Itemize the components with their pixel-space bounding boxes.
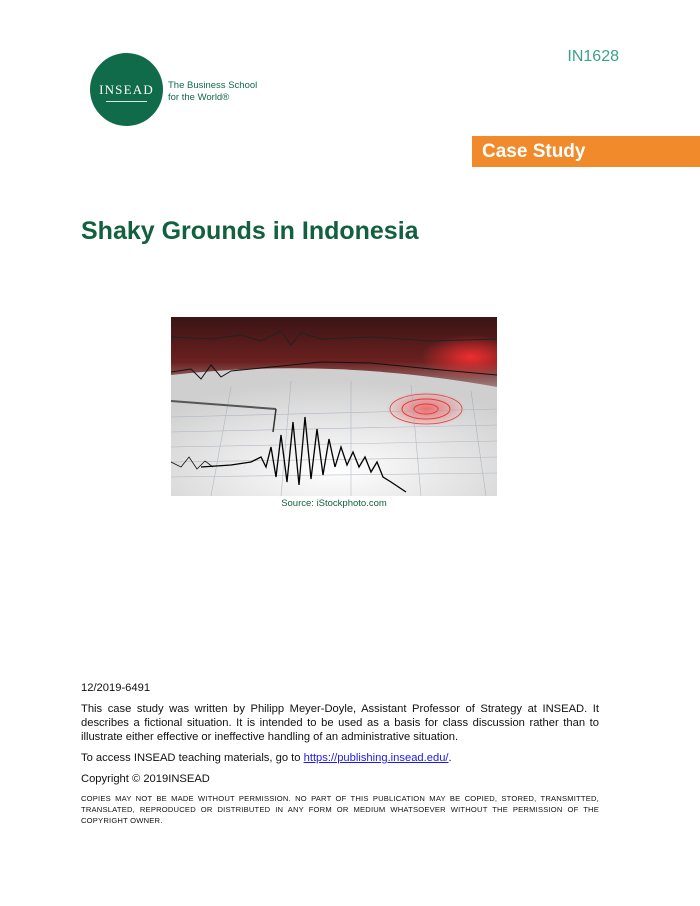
case-description: This case study was written by Philipp Meyer-Doyle, Assistant Professor of Strategy at INSEAD. It describes a fictional situation. It is intended to be used as a basis for class discussion rather than to illustrate either effective or ineffective handling of an administrative situation. (81, 703, 599, 743)
logo-tagline (168, 80, 268, 104)
tagline-line2: for the World® (168, 92, 230, 103)
insead-logo (90, 53, 163, 126)
access-suffix: . (448, 752, 452, 764)
access-line (81, 751, 599, 765)
access-prefix: To access INSEAD teaching materials, go to (81, 752, 304, 764)
tagline-line1: The Business School (168, 80, 258, 91)
copyright: Copyright © 2019INSEAD (81, 773, 210, 785)
reference-number: 12/2019-6491 (81, 682, 151, 694)
publishing-link[interactable]: https://publishing.insead.edu/ (303, 752, 449, 764)
case-study-badge: Case Study (472, 136, 700, 167)
logo-rule (106, 101, 147, 102)
seismograph-image (171, 317, 497, 496)
logo-text: INSEAD (99, 81, 154, 97)
image-caption: Source: iStockphoto.com (281, 498, 387, 509)
footer-notes (81, 681, 599, 833)
legal-notice: COPIES MAY NOT BE MADE WITHOUT PERMISSION. NO PART OF THIS PUBLICATION MAY BE COPIED, STORED, TRANSMITTED, TRANSLATED, REPRODUCED OR DISTRIBUTED IN ANY FORM OR MEDIUM WHATSOEVER WITHOUT THE PERMISSION OF THE COPYRIGHT OWNER. (81, 794, 599, 825)
case-number: IN1628 (567, 48, 619, 65)
page-title: Shaky Grounds in Indonesia (81, 217, 419, 245)
